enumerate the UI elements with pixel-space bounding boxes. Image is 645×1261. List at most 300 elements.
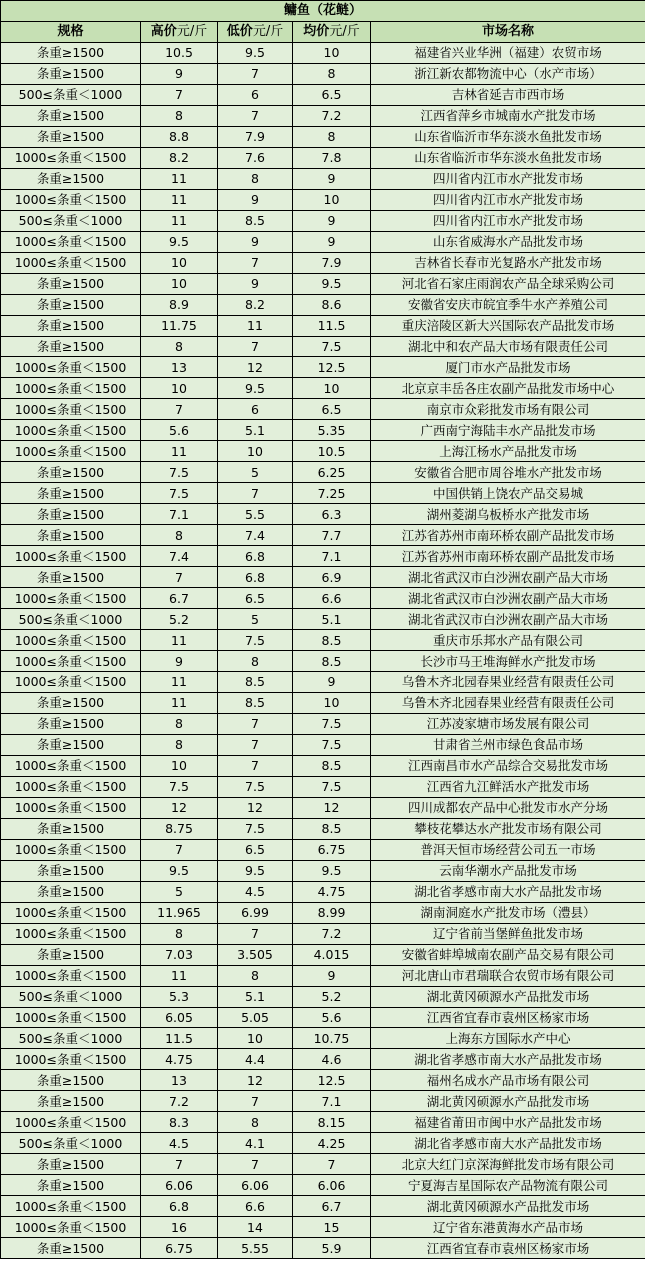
cell-low-price: 9 bbox=[218, 273, 293, 294]
cell-high-price: 6.8 bbox=[141, 1196, 218, 1217]
cell-high-price: 10 bbox=[141, 378, 218, 399]
cell-avg-price: 8.99 bbox=[293, 902, 371, 923]
cell-spec: 条重≥1500 bbox=[1, 273, 141, 294]
cell-market: 湖北省孝感市南大水产品批发市场 bbox=[371, 881, 645, 902]
cell-spec: 条重≥1500 bbox=[1, 315, 141, 336]
cell-high-price: 11 bbox=[141, 210, 218, 231]
table-body bbox=[1, 42, 645, 1258]
cell-low-price: 5 bbox=[218, 462, 293, 483]
cell-market: 福建省兴业华洲（福建）农贸市场 bbox=[371, 42, 645, 63]
cell-spec: 1000≤条重＜1500 bbox=[1, 672, 141, 693]
table-row bbox=[1, 588, 645, 609]
cell-avg-price: 7.7 bbox=[293, 525, 371, 546]
cell-low-price: 6.99 bbox=[218, 902, 293, 923]
cell-market: 安徽省蚌埠城南农副产品交易有限公司 bbox=[371, 944, 645, 965]
cell-market: 河北省石家庄雨润农产品全球采购公司 bbox=[371, 273, 645, 294]
cell-market: 湖北黄冈硕源水产品批发市场 bbox=[371, 986, 645, 1007]
cell-market: 四川省内江市水产批发市场 bbox=[371, 189, 645, 210]
cell-spec: 条重≥1500 bbox=[1, 525, 141, 546]
table-row bbox=[1, 483, 645, 504]
cell-spec: 1000≤条重＜1500 bbox=[1, 1007, 141, 1028]
cell-avg-price: 6.5 bbox=[293, 399, 371, 420]
cell-spec: 1000≤条重＜1500 bbox=[1, 231, 141, 252]
cell-market: 江西省萍乡市城南水产批发市场 bbox=[371, 105, 645, 126]
cell-high-price: 11 bbox=[141, 965, 218, 986]
cell-avg-price: 8.5 bbox=[293, 818, 371, 839]
cell-spec: 1000≤条重＜1500 bbox=[1, 147, 141, 168]
cell-market: 湖北省孝感市南大水产品批发市场 bbox=[371, 1133, 645, 1154]
cell-high-price: 5 bbox=[141, 881, 218, 902]
header-avg-unit: 元/斤 bbox=[329, 24, 360, 40]
table-row bbox=[1, 1196, 645, 1217]
cell-high-price: 10 bbox=[141, 755, 218, 776]
cell-avg-price: 6.6 bbox=[293, 588, 371, 609]
table-row bbox=[1, 357, 645, 378]
cell-high-price: 8.8 bbox=[141, 126, 218, 147]
table-row bbox=[1, 525, 645, 546]
cell-market: 辽宁省东港黄海水产品市场 bbox=[371, 1217, 645, 1238]
cell-low-price: 4.5 bbox=[218, 881, 293, 902]
table-row bbox=[1, 965, 645, 986]
table-row bbox=[1, 755, 645, 776]
cell-low-price: 7.4 bbox=[218, 525, 293, 546]
cell-high-price: 10.5 bbox=[141, 42, 218, 63]
cell-avg-price: 8.5 bbox=[293, 755, 371, 776]
table-row bbox=[1, 1070, 645, 1091]
cell-avg-price: 8.5 bbox=[293, 651, 371, 672]
cell-low-price: 7.9 bbox=[218, 126, 293, 147]
cell-high-price: 8 bbox=[141, 105, 218, 126]
cell-market: 江西省九江鲜活水产批发市场 bbox=[371, 776, 645, 797]
table-row bbox=[1, 231, 645, 252]
header-spec: 规格 bbox=[1, 21, 141, 42]
cell-low-price: 8 bbox=[218, 651, 293, 672]
cell-avg-price: 6.25 bbox=[293, 462, 371, 483]
table-row bbox=[1, 1007, 645, 1028]
cell-spec: 500≤条重＜1000 bbox=[1, 84, 141, 105]
table-row bbox=[1, 692, 645, 713]
table-row bbox=[1, 651, 645, 672]
table-row bbox=[1, 609, 645, 630]
cell-low-price: 11 bbox=[218, 315, 293, 336]
cell-high-price: 11.965 bbox=[141, 902, 218, 923]
cell-market: 重庆涪陵区新大兴国际农产品批发市场 bbox=[371, 315, 645, 336]
cell-low-price: 7 bbox=[218, 713, 293, 734]
cell-low-price: 6.6 bbox=[218, 1196, 293, 1217]
cell-spec: 1000≤条重＜1500 bbox=[1, 651, 141, 672]
cell-high-price: 9.5 bbox=[141, 231, 218, 252]
cell-high-price: 11 bbox=[141, 168, 218, 189]
cell-market: 攀枝花攀达水产批发市场有限公司 bbox=[371, 818, 645, 839]
cell-avg-price: 6.5 bbox=[293, 84, 371, 105]
cell-spec: 1000≤条重＜1500 bbox=[1, 965, 141, 986]
table-row bbox=[1, 546, 645, 567]
cell-spec: 条重≥1500 bbox=[1, 1091, 141, 1112]
cell-avg-price: 9.5 bbox=[293, 860, 371, 881]
cell-low-price: 9.5 bbox=[218, 860, 293, 881]
cell-avg-price: 7.5 bbox=[293, 776, 371, 797]
cell-avg-price: 8.5 bbox=[293, 630, 371, 651]
cell-spec: 条重≥1500 bbox=[1, 944, 141, 965]
cell-high-price: 8 bbox=[141, 713, 218, 734]
cell-high-price: 7.4 bbox=[141, 546, 218, 567]
table-row bbox=[1, 210, 645, 231]
table-row bbox=[1, 1175, 645, 1196]
cell-avg-price: 4.25 bbox=[293, 1133, 371, 1154]
table-row bbox=[1, 923, 645, 944]
table-row bbox=[1, 504, 645, 525]
cell-high-price: 7.5 bbox=[141, 776, 218, 797]
cell-low-price: 5.55 bbox=[218, 1238, 293, 1259]
cell-market: 云南华潮水产品批发市场 bbox=[371, 860, 645, 881]
cell-market: 四川成都农产品中心批发市水产分场 bbox=[371, 797, 645, 818]
cell-low-price: 7.5 bbox=[218, 776, 293, 797]
cell-high-price: 8.3 bbox=[141, 1112, 218, 1133]
cell-low-price: 5.5 bbox=[218, 504, 293, 525]
cell-spec: 条重≥1500 bbox=[1, 567, 141, 588]
cell-avg-price: 7.8 bbox=[293, 147, 371, 168]
cell-market: 乌鲁木齐北园春果业经营有限责任公司 bbox=[371, 672, 645, 693]
cell-avg-price: 9 bbox=[293, 210, 371, 231]
table-row bbox=[1, 1217, 645, 1238]
cell-market: 重庆市乐邦水产品有限公司 bbox=[371, 630, 645, 651]
cell-avg-price: 6.7 bbox=[293, 1196, 371, 1217]
cell-avg-price: 5.6 bbox=[293, 1007, 371, 1028]
cell-spec: 条重≥1500 bbox=[1, 692, 141, 713]
cell-spec: 条重≥1500 bbox=[1, 105, 141, 126]
cell-low-price: 6 bbox=[218, 84, 293, 105]
cell-market: 福建省莆田市闽中水产品批发市场 bbox=[371, 1112, 645, 1133]
cell-low-price: 12 bbox=[218, 357, 293, 378]
table-row bbox=[1, 273, 645, 294]
cell-spec: 条重≥1500 bbox=[1, 126, 141, 147]
cell-low-price: 7 bbox=[218, 755, 293, 776]
cell-market: 山东省威海水产品批发市场 bbox=[371, 231, 645, 252]
table-row bbox=[1, 776, 645, 797]
table-row bbox=[1, 399, 645, 420]
cell-market: 江苏省苏州市南环桥农副产品批发市场 bbox=[371, 525, 645, 546]
cell-high-price: 8 bbox=[141, 336, 218, 357]
cell-avg-price: 7.9 bbox=[293, 252, 371, 273]
cell-spec: 500≤条重＜1000 bbox=[1, 1028, 141, 1049]
cell-avg-price: 9 bbox=[293, 231, 371, 252]
header-low-price bbox=[218, 21, 293, 42]
cell-avg-price: 6.06 bbox=[293, 1175, 371, 1196]
title-row bbox=[1, 1, 645, 22]
cell-market: 安徽省合肥市周谷堆水产批发市场 bbox=[371, 462, 645, 483]
cell-market: 安徽省安庆市皖宜季牛水产养殖公司 bbox=[371, 294, 645, 315]
cell-avg-price: 11.5 bbox=[293, 315, 371, 336]
cell-market: 长沙市马王堆海鲜水产批发市场 bbox=[371, 651, 645, 672]
cell-market: 江苏省苏州市南环桥农副产品批发市场 bbox=[371, 546, 645, 567]
cell-spec: 1000≤条重＜1500 bbox=[1, 1112, 141, 1133]
cell-high-price: 12 bbox=[141, 797, 218, 818]
cell-low-price: 5 bbox=[218, 609, 293, 630]
cell-spec: 1000≤条重＜1500 bbox=[1, 797, 141, 818]
cell-spec: 条重≥1500 bbox=[1, 881, 141, 902]
cell-high-price: 7 bbox=[141, 84, 218, 105]
cell-low-price: 12 bbox=[218, 1070, 293, 1091]
table-row bbox=[1, 734, 645, 755]
cell-avg-price: 7.5 bbox=[293, 734, 371, 755]
table-row bbox=[1, 147, 645, 168]
cell-spec: 条重≥1500 bbox=[1, 713, 141, 734]
cell-avg-price: 9 bbox=[293, 672, 371, 693]
cell-market: 中国供销上饶农产品交易城 bbox=[371, 483, 645, 504]
table-row bbox=[1, 378, 645, 399]
cell-high-price: 6.75 bbox=[141, 1238, 218, 1259]
table-row bbox=[1, 881, 645, 902]
cell-avg-price: 15 bbox=[293, 1217, 371, 1238]
cell-avg-price: 10 bbox=[293, 378, 371, 399]
cell-spec: 1000≤条重＜1500 bbox=[1, 839, 141, 860]
cell-high-price: 5.6 bbox=[141, 420, 218, 441]
header-low-label: 低价 bbox=[226, 24, 253, 40]
cell-avg-price: 9 bbox=[293, 168, 371, 189]
table-row bbox=[1, 713, 645, 734]
cell-avg-price: 7.5 bbox=[293, 336, 371, 357]
header-avg-price bbox=[293, 21, 371, 42]
cell-high-price: 11.5 bbox=[141, 1028, 218, 1049]
cell-avg-price: 4.75 bbox=[293, 881, 371, 902]
cell-market: 乌鲁木齐北园春果业经营有限责任公司 bbox=[371, 692, 645, 713]
cell-avg-price: 12.5 bbox=[293, 357, 371, 378]
table-row bbox=[1, 441, 645, 462]
cell-spec: 1000≤条重＜1500 bbox=[1, 588, 141, 609]
cell-market: 四川省内江市水产批发市场 bbox=[371, 168, 645, 189]
cell-market: 厦门市水产品批发市场 bbox=[371, 357, 645, 378]
cell-high-price: 11 bbox=[141, 189, 218, 210]
cell-high-price: 11 bbox=[141, 692, 218, 713]
table-row bbox=[1, 420, 645, 441]
cell-high-price: 13 bbox=[141, 357, 218, 378]
table-row bbox=[1, 462, 645, 483]
cell-low-price: 5.1 bbox=[218, 420, 293, 441]
cell-low-price: 7 bbox=[218, 734, 293, 755]
cell-spec: 条重≥1500 bbox=[1, 294, 141, 315]
cell-market: 湖北中和农产品大市场有限责任公司 bbox=[371, 336, 645, 357]
cell-avg-price: 8.15 bbox=[293, 1112, 371, 1133]
cell-low-price: 7 bbox=[218, 923, 293, 944]
cell-high-price: 8.9 bbox=[141, 294, 218, 315]
table-row bbox=[1, 860, 645, 881]
cell-avg-price: 7.2 bbox=[293, 923, 371, 944]
cell-high-price: 7.5 bbox=[141, 483, 218, 504]
cell-high-price: 13 bbox=[141, 1070, 218, 1091]
cell-market: 山东省临沂市华东淡水鱼批发市场 bbox=[371, 126, 645, 147]
table-row bbox=[1, 189, 645, 210]
cell-avg-price: 8 bbox=[293, 63, 371, 84]
cell-market: 四川省内江市水产批发市场 bbox=[371, 210, 645, 231]
cell-spec: 条重≥1500 bbox=[1, 168, 141, 189]
cell-high-price: 5.3 bbox=[141, 986, 218, 1007]
cell-high-price: 7.03 bbox=[141, 944, 218, 965]
cell-spec: 1000≤条重＜1500 bbox=[1, 441, 141, 462]
cell-avg-price: 5.35 bbox=[293, 420, 371, 441]
cell-high-price: 7.5 bbox=[141, 462, 218, 483]
cell-low-price: 7.5 bbox=[218, 818, 293, 839]
table-row bbox=[1, 567, 645, 588]
table-row bbox=[1, 63, 645, 84]
table-row bbox=[1, 105, 645, 126]
cell-low-price: 6.8 bbox=[218, 567, 293, 588]
table-row bbox=[1, 672, 645, 693]
table-row bbox=[1, 902, 645, 923]
cell-high-price: 8.75 bbox=[141, 818, 218, 839]
cell-market: 湖南洞庭水产批发市场（澧县） bbox=[371, 902, 645, 923]
cell-spec: 500≤条重＜1000 bbox=[1, 609, 141, 630]
cell-low-price: 7 bbox=[218, 63, 293, 84]
cell-high-price: 7 bbox=[141, 839, 218, 860]
cell-avg-price: 6.9 bbox=[293, 567, 371, 588]
cell-low-price: 5.1 bbox=[218, 986, 293, 1007]
table-row bbox=[1, 42, 645, 63]
cell-market: 湖北省武汉市白沙洲农副产品大市场 bbox=[371, 609, 645, 630]
table-row bbox=[1, 1154, 645, 1175]
table-row bbox=[1, 168, 645, 189]
cell-high-price: 8 bbox=[141, 734, 218, 755]
cell-avg-price: 8 bbox=[293, 126, 371, 147]
cell-low-price: 9 bbox=[218, 189, 293, 210]
cell-high-price: 6.7 bbox=[141, 588, 218, 609]
cell-spec: 1000≤条重＜1500 bbox=[1, 1196, 141, 1217]
cell-spec: 1000≤条重＜1500 bbox=[1, 902, 141, 923]
cell-market: 山东省临沂市华东淡水鱼批发市场 bbox=[371, 147, 645, 168]
cell-low-price: 14 bbox=[218, 1217, 293, 1238]
cell-high-price: 6.05 bbox=[141, 1007, 218, 1028]
cell-low-price: 3.505 bbox=[218, 944, 293, 965]
table-row bbox=[1, 1091, 645, 1112]
cell-low-price: 8 bbox=[218, 965, 293, 986]
cell-market: 南京市众彩批发市场有限公司 bbox=[371, 399, 645, 420]
cell-low-price: 7.6 bbox=[218, 147, 293, 168]
cell-high-price: 7 bbox=[141, 1154, 218, 1175]
cell-spec: 1000≤条重＜1500 bbox=[1, 1049, 141, 1070]
cell-spec: 500≤条重＜1000 bbox=[1, 210, 141, 231]
cell-avg-price: 4.6 bbox=[293, 1049, 371, 1070]
cell-high-price: 16 bbox=[141, 1217, 218, 1238]
cell-avg-price: 5.2 bbox=[293, 986, 371, 1007]
cell-avg-price: 10.5 bbox=[293, 441, 371, 462]
cell-low-price: 6.06 bbox=[218, 1175, 293, 1196]
cell-high-price: 11 bbox=[141, 630, 218, 651]
cell-low-price: 7 bbox=[218, 1154, 293, 1175]
cell-avg-price: 9.5 bbox=[293, 273, 371, 294]
cell-avg-price: 12.5 bbox=[293, 1070, 371, 1091]
cell-high-price: 11.75 bbox=[141, 315, 218, 336]
cell-market: 上海江杨水产品批发市场 bbox=[371, 441, 645, 462]
cell-avg-price: 9 bbox=[293, 965, 371, 986]
table-row bbox=[1, 252, 645, 273]
cell-high-price: 10 bbox=[141, 252, 218, 273]
cell-market: 上海东方国际水产中心 bbox=[371, 1028, 645, 1049]
cell-spec: 1000≤条重＜1500 bbox=[1, 546, 141, 567]
header-high-unit: 元/斤 bbox=[176, 24, 208, 40]
cell-spec: 1000≤条重＜1500 bbox=[1, 378, 141, 399]
cell-market: 广西南宁海陆丰水产品批发市场 bbox=[371, 420, 645, 441]
cell-spec: 1000≤条重＜1500 bbox=[1, 420, 141, 441]
table-row bbox=[1, 1133, 645, 1154]
cell-spec: 1000≤条重＜1500 bbox=[1, 357, 141, 378]
cell-avg-price: 5.9 bbox=[293, 1238, 371, 1259]
cell-high-price: 8.2 bbox=[141, 147, 218, 168]
cell-low-price: 8 bbox=[218, 168, 293, 189]
cell-avg-price: 8.6 bbox=[293, 294, 371, 315]
cell-avg-price: 7.2 bbox=[293, 105, 371, 126]
table-row bbox=[1, 126, 645, 147]
cell-spec: 条重≥1500 bbox=[1, 504, 141, 525]
cell-spec: 条重≥1500 bbox=[1, 1070, 141, 1091]
cell-spec: 条重≥1500 bbox=[1, 1175, 141, 1196]
cell-spec: 条重≥1500 bbox=[1, 336, 141, 357]
table-row bbox=[1, 336, 645, 357]
table-row bbox=[1, 630, 645, 651]
cell-market: 甘肃省兰州市绿色食品市场 bbox=[371, 734, 645, 755]
cell-market: 湖北省孝感市南大水产品批发市场 bbox=[371, 1049, 645, 1070]
cell-high-price: 8 bbox=[141, 525, 218, 546]
cell-market: 江苏凌家塘市场发展有限公司 bbox=[371, 713, 645, 734]
cell-spec: 1000≤条重＜1500 bbox=[1, 755, 141, 776]
cell-low-price: 7 bbox=[218, 105, 293, 126]
table-row bbox=[1, 1049, 645, 1070]
cell-low-price: 8.5 bbox=[218, 210, 293, 231]
cell-market: 福州名成水产品市场有限公司 bbox=[371, 1070, 645, 1091]
header-market: 市场名称 bbox=[371, 21, 645, 42]
cell-spec: 1000≤条重＜1500 bbox=[1, 252, 141, 273]
cell-avg-price: 7.1 bbox=[293, 1091, 371, 1112]
table-row bbox=[1, 818, 645, 839]
cell-avg-price: 6.3 bbox=[293, 504, 371, 525]
table-row bbox=[1, 797, 645, 818]
cell-high-price: 7.1 bbox=[141, 504, 218, 525]
cell-spec: 500≤条重＜1000 bbox=[1, 986, 141, 1007]
cell-market: 江西省宜春市袁州区杨家市场 bbox=[371, 1007, 645, 1028]
cell-spec: 1000≤条重＜1500 bbox=[1, 923, 141, 944]
table-row bbox=[1, 839, 645, 860]
cell-high-price: 11 bbox=[141, 672, 218, 693]
cell-market: 宁夏海吉星国际农产品物流有限公司 bbox=[371, 1175, 645, 1196]
cell-high-price: 10 bbox=[141, 273, 218, 294]
cell-high-price: 6.06 bbox=[141, 1175, 218, 1196]
cell-avg-price: 7.25 bbox=[293, 483, 371, 504]
cell-high-price: 9.5 bbox=[141, 860, 218, 881]
cell-avg-price: 6.75 bbox=[293, 839, 371, 860]
cell-spec: 条重≥1500 bbox=[1, 42, 141, 63]
header-avg-label: 均价 bbox=[303, 24, 330, 40]
table-row bbox=[1, 944, 645, 965]
cell-low-price: 10 bbox=[218, 1028, 293, 1049]
cell-spec: 条重≥1500 bbox=[1, 818, 141, 839]
cell-low-price: 4.1 bbox=[218, 1133, 293, 1154]
cell-low-price: 5.05 bbox=[218, 1007, 293, 1028]
cell-low-price: 10 bbox=[218, 441, 293, 462]
cell-low-price: 9.5 bbox=[218, 378, 293, 399]
cell-spec: 条重≥1500 bbox=[1, 483, 141, 504]
cell-market: 吉林省延吉市西市场 bbox=[371, 84, 645, 105]
cell-market: 吉林省长春市光复路水产批发市场 bbox=[371, 252, 645, 273]
cell-market: 湖北黄冈硕源水产品批发市场 bbox=[371, 1091, 645, 1112]
cell-high-price: 9 bbox=[141, 63, 218, 84]
cell-market: 北京大红门京深海鲜批发市场有限公司 bbox=[371, 1154, 645, 1175]
cell-avg-price: 10 bbox=[293, 189, 371, 210]
cell-high-price: 8 bbox=[141, 923, 218, 944]
cell-market: 河北唐山市君瑞联合农贸市场有限公司 bbox=[371, 965, 645, 986]
cell-market: 北京京丰岳各庄农副产品批发市场中心 bbox=[371, 378, 645, 399]
table-row bbox=[1, 315, 645, 336]
cell-avg-price: 7.5 bbox=[293, 713, 371, 734]
cell-low-price: 9.5 bbox=[218, 42, 293, 63]
cell-low-price: 9 bbox=[218, 231, 293, 252]
